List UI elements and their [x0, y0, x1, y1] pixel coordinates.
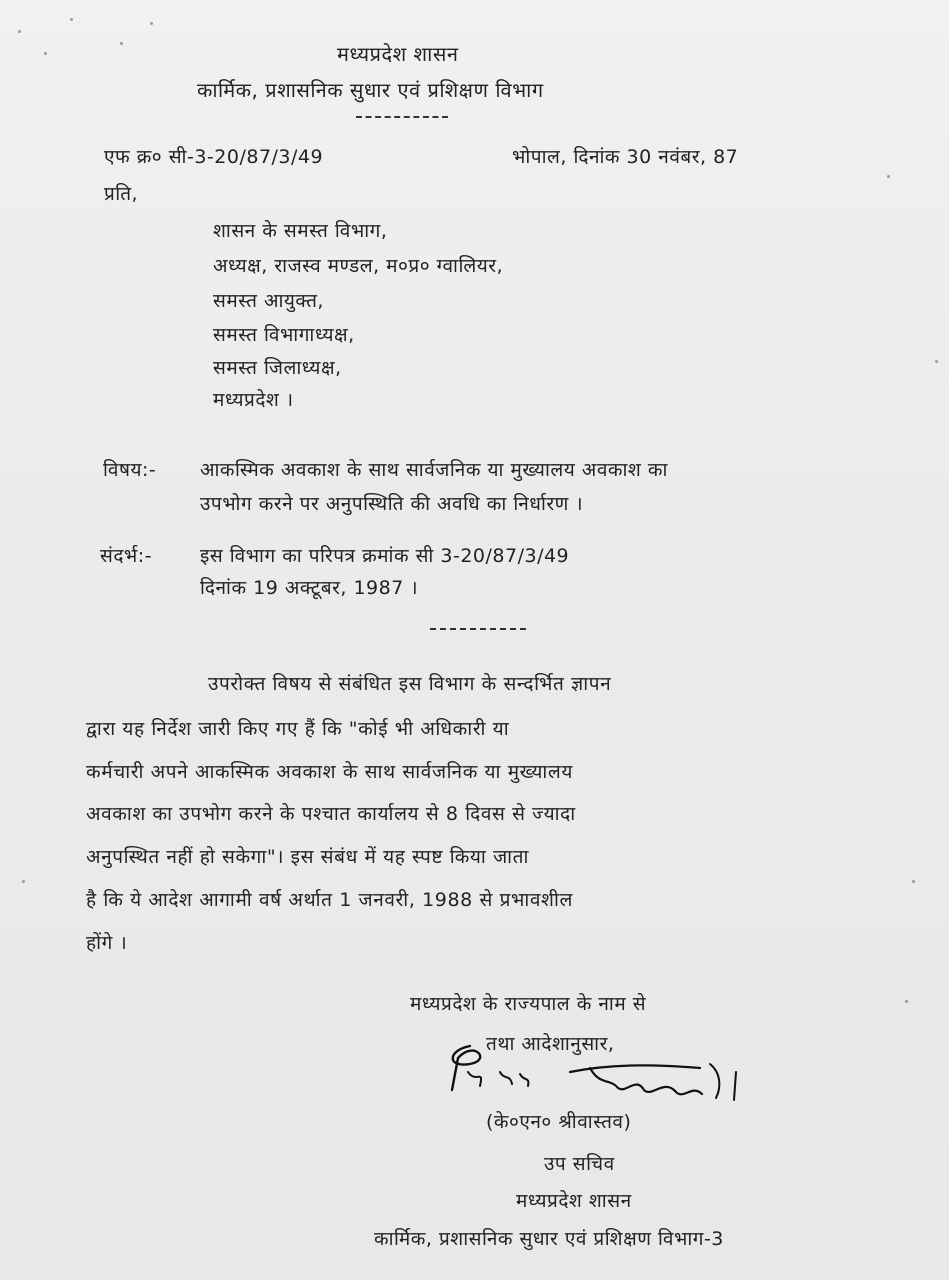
department-heading: कार्मिक, प्रशासनिक सुधार एवं प्रशिक्षण विभाग [197, 78, 544, 102]
body-line: होंगे । [86, 932, 128, 954]
body-line: कर्मचारी अपने आकस्मिक अवकाश के साथ सार्वजनिक या मुख्यालय [86, 761, 574, 783]
recipient-line: समस्त जिलाध्यक्ष, [213, 357, 342, 379]
body-line: अवकाश का उपभोग करने के पश्चात कार्यालय से 8 दिवस से ज्यादा [86, 803, 576, 825]
recipient-line: समस्त विभागाध्यक्ष, [213, 324, 355, 346]
subject-line: आकस्मिक अवकाश के साथ सार्वजनिक या मुख्यालय अवकाश का [200, 459, 668, 481]
signatory-government: मध्यप्रदेश शासन [516, 1190, 632, 1212]
scan-speck [935, 360, 938, 363]
body-line: द्वारा यह निर्देश जारी किए गए हैं कि "कोई भी अधिकारी या [86, 718, 510, 740]
scan-speck [887, 175, 890, 178]
signatory-department: कार्मिक, प्रशासनिक सुधार एवं प्रशिक्षण विभाग-3 [374, 1228, 724, 1250]
body-line: उपरोक्त विषय से संबंधित इस विभाग के सन्दर्भित ज्ञापन [208, 673, 612, 695]
signatory-name: (के०एन० श्रीवास्तव) [486, 1111, 632, 1133]
scan-speck [70, 18, 73, 21]
scan-speck [44, 52, 47, 55]
reference-number: एफ क्र० सी-3-20/87/3/49 [104, 146, 324, 168]
scan-speck [18, 30, 21, 33]
recipient-line: शासन के समस्त विभाग, [213, 220, 388, 242]
scan-speck [22, 880, 25, 883]
reference-divider [430, 628, 526, 630]
recipient-line: अध्यक्ष, राजस्व मण्डल, म०प्र० ग्वालियर, [213, 255, 504, 277]
scan-speck [905, 1000, 908, 1003]
to-label: प्रति, [104, 183, 139, 205]
handwritten-signature [440, 1028, 770, 1118]
signature-line-1: मध्यप्रदेश के राज्यपाल के नाम से [410, 993, 647, 1015]
government-heading: मध्यप्रदेश शासन [337, 42, 459, 66]
subject-label: विषय:- [103, 459, 157, 481]
body-line: है कि ये आदेश आगामी वर्ष अर्थात 1 जनवरी, 1988 से प्रभावशील [86, 889, 573, 911]
signature-line-2: तथा आदेशानुसार, [486, 1033, 615, 1055]
signatory-designation: उप सचिव [544, 1153, 615, 1175]
subject-line: उपभोग करने पर अनुपस्थिति की अवधि का निर्धारण । [200, 493, 584, 515]
scan-speck [120, 42, 123, 45]
recipient-line: मध्यप्रदेश । [213, 389, 294, 411]
body-line: अनुपस्थित नहीं हो सकेगा"। इस संबंध में यह स्पष्ट किया जाता [86, 846, 530, 868]
place-date: भोपाल, दिनांक 30 नवंबर, 87 [512, 146, 739, 168]
heading-divider [356, 116, 448, 118]
reference-line: इस विभाग का परिपत्र क्रमांक सी 3-20/87/3/49 [200, 545, 570, 567]
scan-speck [912, 880, 915, 883]
scan-speck [150, 22, 153, 25]
reference-line: दिनांक 19 अक्टूबर, 1987 । [200, 577, 419, 599]
recipient-line: समस्त आयुक्त, [213, 290, 324, 312]
reference-label: संदर्भ:- [100, 545, 153, 567]
